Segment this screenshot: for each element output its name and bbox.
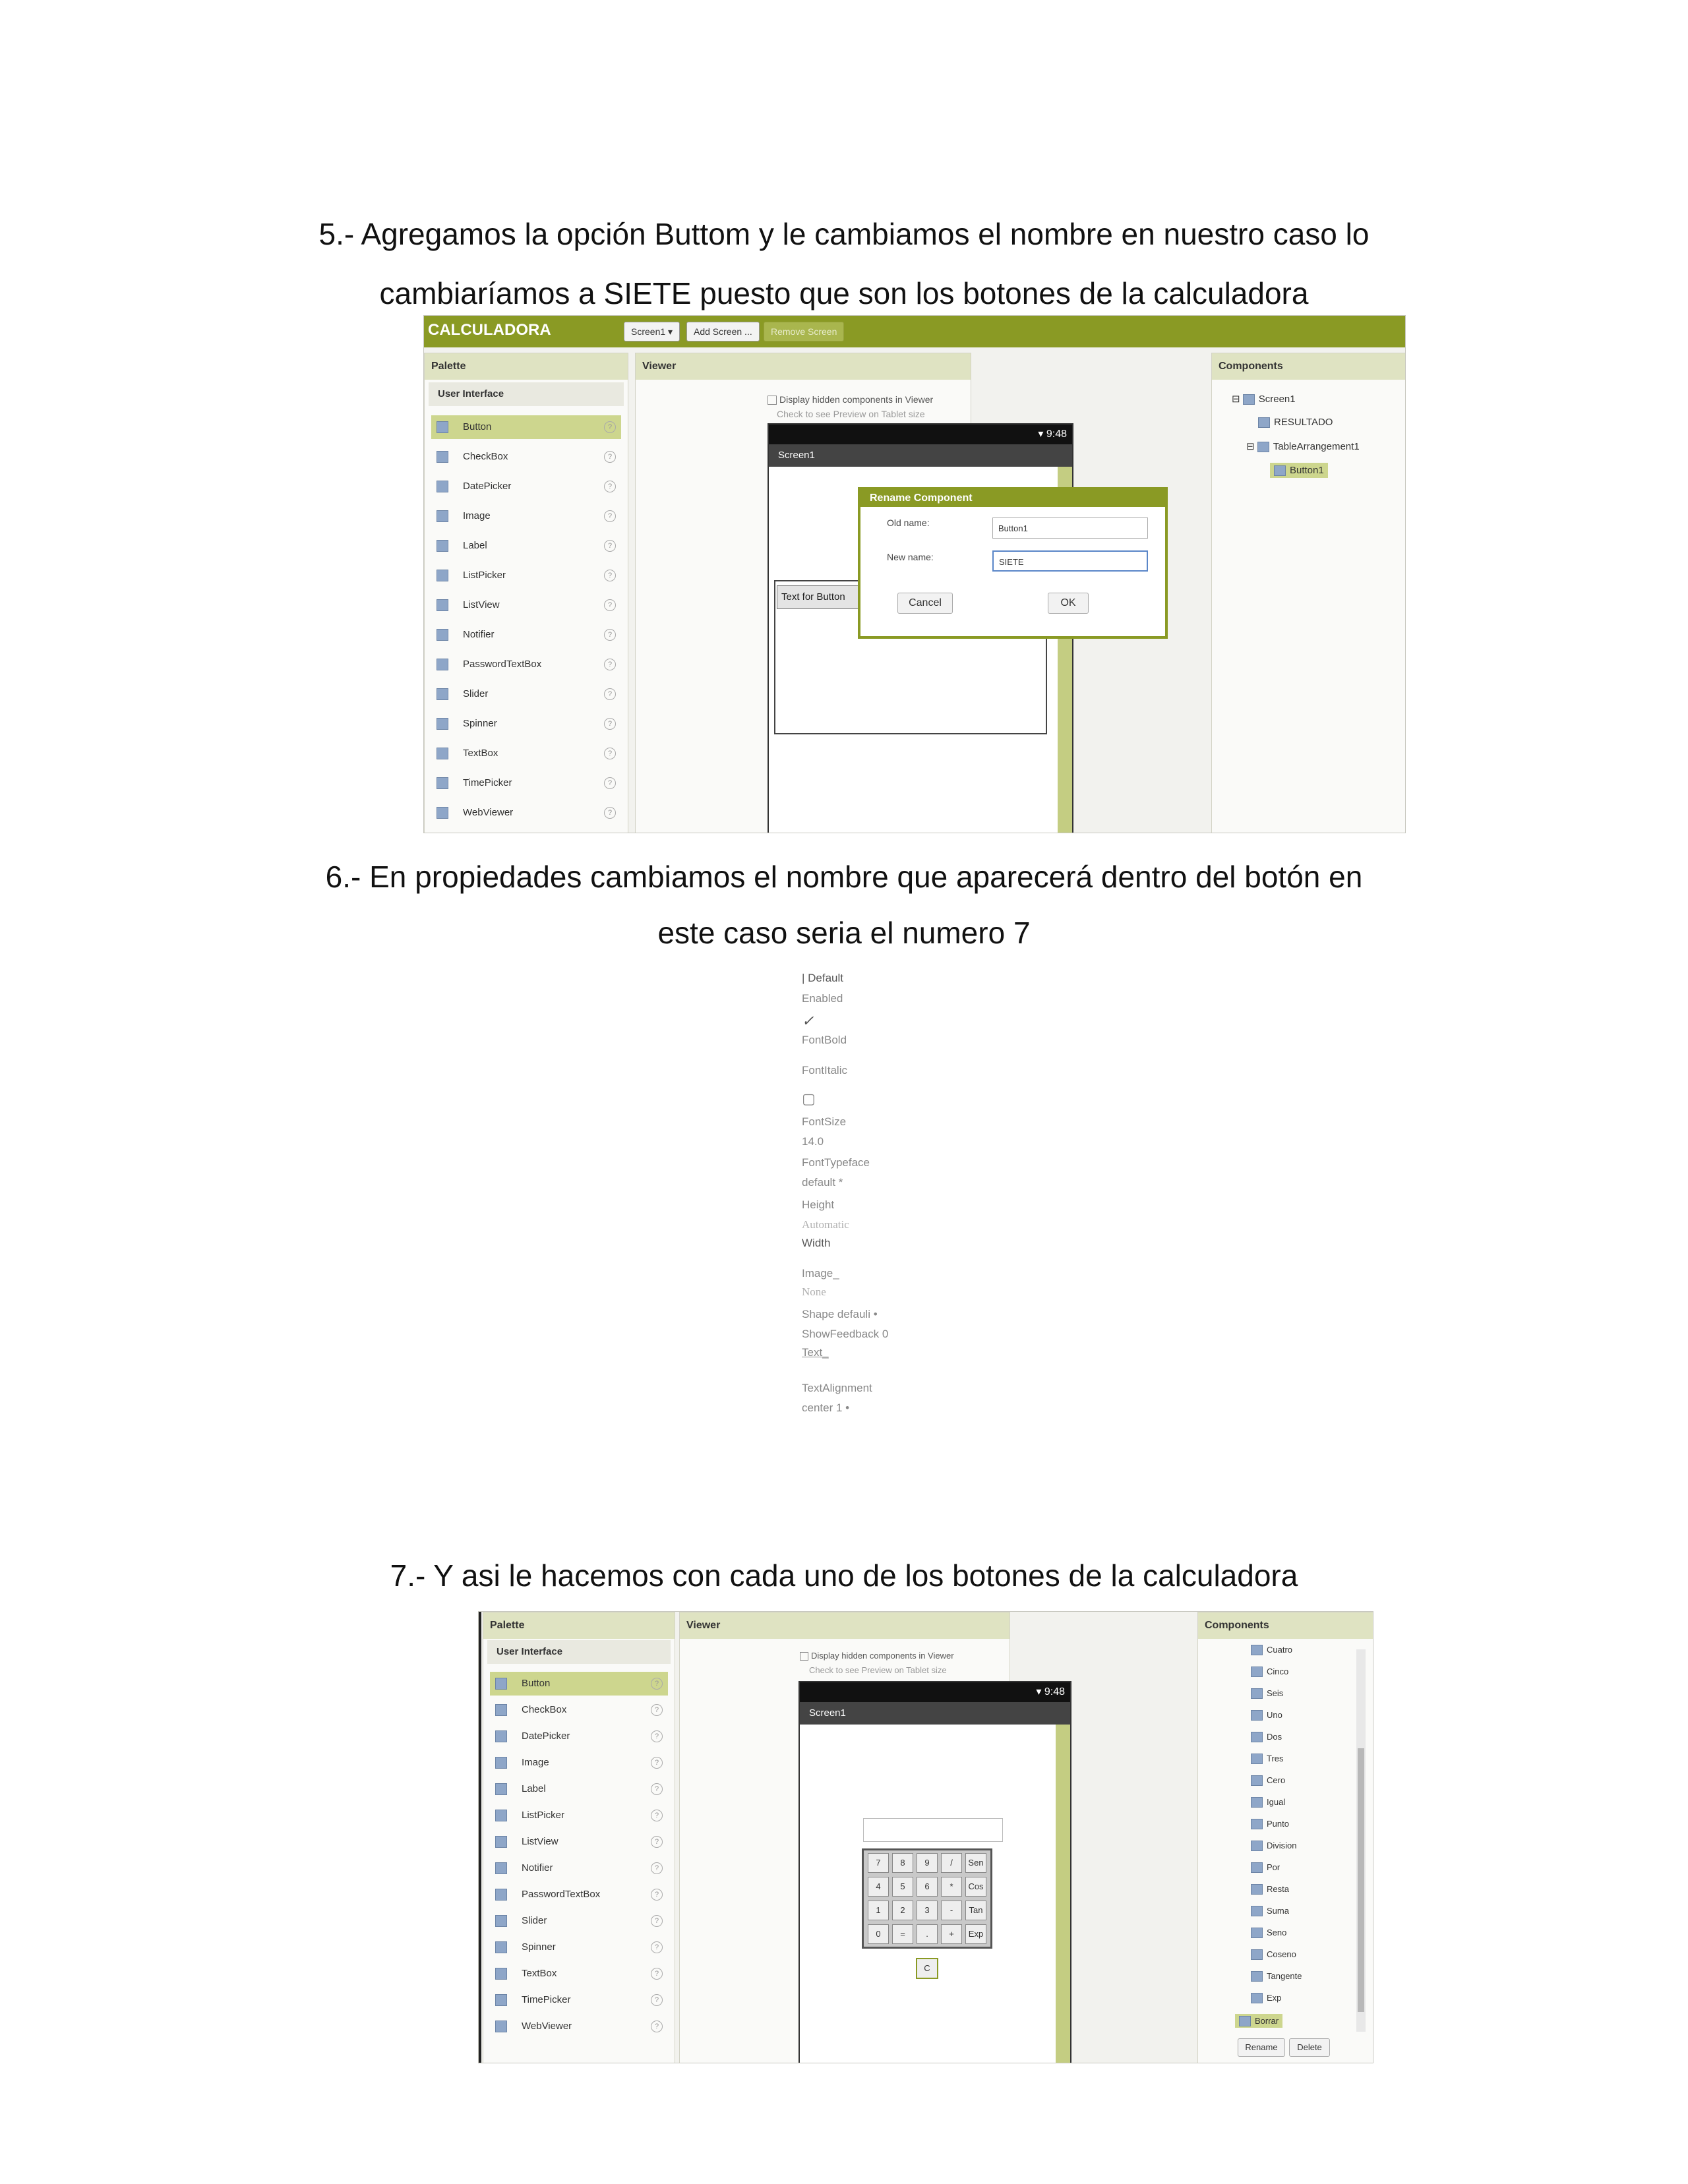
palette-item-label[interactable] — [490, 1777, 668, 1801]
help-icon[interactable]: ? — [604, 629, 616, 641]
components-title: Components — [1212, 353, 1406, 380]
textalignment-value[interactable]: center 1 • — [802, 1402, 850, 1414]
button-icon — [495, 1678, 507, 1690]
palette-item-label: DatePicker — [463, 481, 512, 492]
button-icon — [1251, 1928, 1263, 1938]
tree-label: Screen1 — [1258, 394, 1296, 405]
component-tree-item[interactable] — [1251, 1927, 1286, 1938]
fonttypeface-value[interactable]: default * — [802, 1176, 843, 1189]
step6-line1: 6.- En propiedades cambiamos el nombre que aparecerá dentro del botón en — [325, 860, 1363, 894]
passwordtextbox-icon — [437, 659, 448, 670]
help-icon[interactable]: ? — [651, 2021, 663, 2032]
screenshot-all-buttons — [478, 1611, 1373, 2063]
component-label: Seno — [1267, 1928, 1287, 1937]
ok-button[interactable]: OK — [1048, 593, 1089, 614]
button-icon — [1251, 1949, 1263, 1960]
phone-preview — [799, 1681, 1071, 2063]
timepicker-icon — [495, 1994, 507, 2006]
fontitalic-checkbox[interactable]: ▢ — [802, 1090, 816, 1107]
step6-line2: este caso seria el numero 7 — [657, 916, 1031, 950]
wifi-icon: ▾ — [1036, 1686, 1042, 1697]
textbox-icon — [437, 748, 448, 759]
step5-line2: cambiaríamos a SIETE puesto que son los botones de la calculadora — [379, 276, 1309, 310]
palette-item-webviewer[interactable] — [431, 801, 621, 825]
prop-fontbold: FontBold — [802, 1034, 847, 1046]
component-label: Tangente — [1267, 1971, 1302, 1981]
keypad-key[interactable]: = — [892, 1924, 913, 1944]
help-icon[interactable]: ? — [651, 1783, 663, 1795]
component-label: Punto — [1267, 1819, 1289, 1829]
help-icon[interactable]: ? — [651, 1994, 663, 2006]
keypad-key[interactable]: Cos — [965, 1877, 986, 1897]
help-icon[interactable]: ? — [651, 1889, 663, 1901]
checkbox-icon — [495, 1704, 507, 1716]
help-icon[interactable]: ? — [651, 1968, 663, 1980]
display-hidden-label: Display hidden components in Viewer — [811, 1651, 954, 1661]
component-tree-item[interactable] — [1251, 1775, 1285, 1786]
viewer-title: Viewer — [636, 353, 971, 380]
palette-item-label: CheckBox — [522, 1704, 567, 1715]
component-label: Coseno — [1267, 1949, 1296, 1959]
component-tree-item[interactable] — [1251, 1883, 1289, 1895]
keypad-key[interactable]: Exp — [965, 1924, 986, 1944]
palette-item-timepicker[interactable] — [490, 1988, 668, 2012]
webviewer-icon — [495, 2021, 507, 2032]
component-label: Por — [1267, 1862, 1281, 1872]
old-name-label: Old name: — [887, 517, 930, 528]
button-icon — [1251, 1841, 1263, 1851]
enabled-check-icon[interactable]: ✓ — [802, 1013, 814, 1029]
cancel-button[interactable]: Cancel — [897, 593, 953, 614]
phone-statusbar — [800, 1682, 1070, 1702]
component-tree-item[interactable] — [1251, 1796, 1285, 1808]
app-titlebar — [424, 316, 1405, 347]
image-icon — [437, 510, 448, 522]
palette-panel — [483, 1612, 675, 2063]
viewer-title: Viewer — [680, 1612, 1010, 1639]
height-value[interactable]: Automatic — [802, 1218, 849, 1231]
palette-item-slider[interactable] — [431, 682, 621, 706]
help-icon[interactable]: ? — [651, 1810, 663, 1821]
wifi-icon: ▾ — [1038, 428, 1044, 440]
component-tree-item[interactable] — [1251, 1970, 1302, 1982]
help-icon[interactable]: ? — [604, 748, 616, 759]
left-dark-edge — [479, 1612, 481, 2063]
button-icon — [1251, 1797, 1263, 1808]
check-preview-label[interactable]: Check to see Preview on Tablet size — [809, 1665, 947, 1675]
button-icon — [1239, 2016, 1251, 2026]
keypad-key[interactable]: 4 — [868, 1877, 889, 1897]
collapse-icon[interactable]: ⊟ — [1232, 394, 1243, 405]
keypad-key[interactable]: Tan — [965, 1901, 986, 1920]
palette-item-label: ListView — [463, 599, 500, 610]
palette-item-datepicker[interactable] — [431, 475, 621, 498]
passwordtextbox-icon — [495, 1889, 507, 1901]
prop-default: | Default — [802, 972, 844, 984]
palette-item-label: DatePicker — [522, 1730, 570, 1742]
palette-panel — [424, 353, 628, 833]
tree-label: Button1 — [1290, 465, 1324, 476]
palette-item-listpicker[interactable] — [490, 1804, 668, 1827]
checkbox-icon — [437, 451, 448, 463]
keypad-key[interactable]: / — [941, 1853, 962, 1873]
keypad-key[interactable]: 9 — [917, 1853, 938, 1873]
help-icon[interactable]: ? — [651, 1704, 663, 1716]
datepicker-icon — [495, 1730, 507, 1742]
components-panel — [1211, 353, 1406, 833]
prop-width: Width — [802, 1237, 831, 1249]
palette-item-label: WebViewer — [463, 807, 514, 818]
component-label: Cero — [1267, 1775, 1286, 1785]
collapse-icon[interactable]: ⊟ — [1246, 441, 1257, 452]
palette-item-label: Notifier — [463, 629, 495, 640]
component-tree-item[interactable] — [1251, 1666, 1288, 1677]
button-icon — [1251, 1993, 1263, 2003]
button-icon — [1251, 1732, 1263, 1742]
palette-item-button[interactable] — [490, 1672, 668, 1696]
component-tree-item[interactable] — [1251, 1709, 1282, 1721]
help-icon[interactable]: ? — [604, 421, 616, 433]
label-icon — [1258, 417, 1270, 428]
component-tree-item[interactable] — [1251, 1949, 1296, 1960]
slider-icon — [437, 688, 448, 700]
palette-item-label: CheckBox — [463, 451, 508, 462]
checkbox-icon — [768, 396, 777, 405]
notifier-icon — [437, 629, 448, 641]
component-label: Suma — [1267, 1906, 1289, 1916]
help-icon[interactable]: ? — [604, 807, 616, 819]
palette-item-image[interactable] — [490, 1751, 668, 1775]
palette-item-slider[interactable] — [490, 1909, 668, 1933]
components-title: Components — [1198, 1612, 1373, 1639]
palette-item-label: PasswordTextBox — [463, 659, 542, 670]
clear-key[interactable]: C — [916, 1958, 938, 1979]
palette-item-textbox[interactable] — [431, 742, 621, 765]
display-hidden-checkbox-label[interactable] — [800, 1651, 954, 1661]
keypad-key[interactable]: 7 — [868, 1853, 889, 1873]
label-icon — [437, 540, 448, 552]
help-icon[interactable]: ? — [651, 1836, 663, 1848]
component-tree-item[interactable] — [1251, 1753, 1284, 1764]
notifier-icon — [495, 1862, 507, 1874]
datepicker-icon — [437, 481, 448, 492]
prop-shape[interactable]: Shape defauli • — [802, 1308, 878, 1320]
listview-icon — [495, 1836, 507, 1848]
palette-item-label: TextBox — [463, 748, 498, 759]
button-icon — [1251, 1862, 1263, 1873]
component-tree-item[interactable] — [1251, 1992, 1281, 2003]
palette-item-timepicker[interactable] — [431, 771, 621, 795]
palette-item-button[interactable] — [431, 415, 621, 439]
prop-enabled: Enabled — [802, 992, 843, 1005]
palette-item-label: Label — [463, 540, 487, 551]
component-label: Tres — [1267, 1754, 1284, 1763]
spinner-icon — [495, 1941, 507, 1953]
keypad-key[interactable]: 0 — [868, 1924, 889, 1944]
palette-item-label: Label — [522, 1783, 546, 1794]
screen-title-bar: Screen1 — [769, 444, 1072, 467]
button-icon — [1251, 1906, 1263, 1916]
button-icon — [1251, 1645, 1263, 1655]
prop-height: Height — [802, 1198, 835, 1211]
add-screen-button[interactable]: Add Screen ... — [686, 322, 760, 341]
webviewer-icon — [437, 807, 448, 819]
timepicker-icon — [437, 777, 448, 789]
palette-item-image[interactable] — [431, 504, 621, 528]
tree-resultado[interactable] — [1258, 417, 1333, 428]
result-textbox[interactable] — [863, 1818, 1003, 1842]
keypad-key[interactable]: 2 — [892, 1901, 913, 1920]
display-hidden-checkbox-label[interactable] — [768, 394, 933, 405]
palette-title: Palette — [425, 353, 628, 380]
component-tree-item[interactable] — [1251, 1862, 1280, 1873]
palette-item-spinner[interactable] — [431, 712, 621, 736]
prop-fontitalic: FontItalic — [802, 1064, 847, 1077]
palette-item-textbox[interactable] — [490, 1962, 668, 1986]
palette-item-label: ListPicker — [522, 1810, 565, 1821]
button-icon — [1251, 1971, 1263, 1982]
component-tree-item[interactable] — [1251, 1905, 1289, 1916]
palette-item-label: WebViewer — [522, 2021, 572, 2032]
scroll-thumb[interactable] — [1358, 1748, 1364, 2012]
button-icon — [1251, 1688, 1263, 1699]
keypad-key[interactable]: + — [941, 1924, 962, 1944]
palette-section[interactable]: User Interface — [487, 1640, 671, 1664]
slider-icon — [495, 1915, 507, 1927]
palette-item-label: PasswordTextBox — [522, 1889, 601, 1900]
component-tree-item[interactable] — [1251, 1818, 1289, 1829]
component-label: Exp — [1267, 1993, 1282, 2003]
screen-title-bar: Screen1 — [800, 1702, 1070, 1725]
palette-item-passwordtextbox[interactable] — [490, 1883, 668, 1906]
phone-scrollbar[interactable] — [1056, 1725, 1070, 2063]
keypad-key[interactable]: 3 — [917, 1901, 938, 1920]
new-name-input[interactable]: SIETE — [992, 550, 1148, 572]
help-icon[interactable]: ? — [651, 1915, 663, 1927]
help-icon[interactable]: ? — [651, 1941, 663, 1953]
rename-dialog-title: Rename Component — [860, 490, 1165, 507]
palette-item-passwordtextbox[interactable] — [431, 653, 621, 676]
palette-item-label: ListView — [522, 1836, 558, 1847]
listpicker-icon — [495, 1810, 507, 1821]
help-icon[interactable]: ? — [604, 777, 616, 789]
display-hidden-label: Display hidden components in Viewer — [779, 394, 934, 405]
palette-item-label: TextBox — [522, 1968, 557, 1979]
component-scrollbar[interactable] — [1356, 1649, 1366, 2032]
step5-line1: 5.- Agregamos la opción Buttom y le cambiamos el nombre en nuestro caso lo — [318, 217, 1370, 251]
help-icon[interactable]: ? — [604, 688, 616, 700]
rename-dialog — [858, 487, 1168, 639]
keypad-key[interactable]: 5 — [892, 1877, 913, 1897]
palette-item-label: Image — [522, 1757, 549, 1768]
component-tree-item[interactable] — [1235, 2014, 1282, 2028]
palette-item-label: Spinner — [522, 1941, 556, 1953]
palette-item-label: Slider — [522, 1915, 547, 1926]
palette-item-label: Image — [463, 510, 491, 521]
component-label: Uno — [1267, 1710, 1282, 1720]
tree-tablearrangement[interactable] — [1246, 440, 1360, 452]
button-icon — [1251, 1710, 1263, 1721]
status-time: 9:48 — [1044, 1686, 1065, 1697]
component-label: Dos — [1267, 1732, 1282, 1742]
new-name-label: New name: — [887, 552, 934, 562]
component-tree-item[interactable] — [1251, 1644, 1292, 1655]
palette-item-checkbox[interactable] — [490, 1698, 668, 1722]
component-label: Resta — [1267, 1884, 1289, 1894]
palette-item-notifier[interactable] — [431, 623, 621, 647]
listview-icon — [437, 599, 448, 611]
help-icon[interactable]: ? — [604, 540, 616, 552]
keypad-key[interactable]: 1 — [868, 1901, 889, 1920]
help-icon[interactable]: ? — [604, 718, 616, 730]
palette-item-listview[interactable] — [490, 1830, 668, 1854]
old-name-input[interactable]: Button1 — [992, 517, 1148, 539]
button-icon — [1251, 1775, 1263, 1786]
check-preview-label[interactable]: Check to see Preview on Tablet size — [777, 409, 925, 419]
spinner-icon — [437, 718, 448, 730]
help-icon[interactable]: ? — [651, 1757, 663, 1769]
palette-section[interactable]: User Interface — [429, 382, 624, 406]
checkbox-icon — [800, 1652, 808, 1661]
tree-label: RESULTADO — [1274, 417, 1333, 428]
image-icon — [495, 1757, 507, 1769]
component-label: Division — [1267, 1841, 1297, 1850]
keypad-key[interactable]: * — [941, 1877, 962, 1897]
phone-statusbar — [769, 425, 1072, 444]
button-icon — [1274, 465, 1286, 476]
palette-item-spinner[interactable] — [490, 1935, 668, 1959]
component-label: Cuatro — [1267, 1645, 1293, 1655]
tree-label: TableArrangement1 — [1273, 441, 1360, 452]
button-icon — [437, 421, 448, 433]
screenshot-rename-component — [423, 315, 1406, 833]
help-icon[interactable]: ? — [651, 1678, 663, 1690]
keypad — [862, 1848, 992, 1949]
component-label: Seis — [1267, 1688, 1284, 1698]
palette-item-label[interactable] — [431, 534, 621, 558]
screen-icon — [1243, 394, 1255, 405]
keypad-key[interactable]: . — [917, 1924, 938, 1944]
help-icon[interactable]: ? — [651, 1730, 663, 1742]
rename-button[interactable]: Rename — [1238, 2038, 1285, 2057]
palette-item-label: TimePicker — [463, 777, 512, 788]
prop-showfeedback[interactable]: ShowFeedback 0 — [802, 1328, 889, 1340]
keypad-key[interactable]: 6 — [917, 1877, 938, 1897]
palette-title: Palette — [483, 1612, 675, 1639]
prop-image: Image_ — [802, 1267, 839, 1280]
screen-select-button[interactable]: Screen1 ▾ — [624, 322, 680, 341]
palette-item-label: ListPicker — [463, 570, 506, 581]
keypad-key[interactable]: - — [941, 1901, 962, 1920]
button-icon — [1251, 1667, 1263, 1677]
tree-screen1[interactable] — [1232, 393, 1296, 405]
app-title: CALCULADORA — [428, 321, 551, 339]
components-panel — [1197, 1612, 1373, 2063]
keypad-key[interactable]: Sen — [965, 1853, 986, 1873]
palette-item-label: Spinner — [463, 718, 497, 729]
palette-item-listview[interactable] — [431, 593, 621, 617]
help-icon[interactable]: ? — [604, 659, 616, 670]
component-tree-item[interactable] — [1251, 1688, 1283, 1699]
component-label: Borrar — [1255, 2016, 1279, 2026]
text-for-button[interactable]: Text for Button — [777, 585, 881, 609]
palette-item-label: Button — [522, 1678, 551, 1689]
prop-textalignment: TextAlignment — [802, 1382, 872, 1394]
palette-item-checkbox[interactable] — [431, 445, 621, 469]
help-icon[interactable]: ? — [651, 1862, 663, 1874]
keypad-key[interactable]: 8 — [892, 1853, 913, 1873]
palette-item-label: Notifier — [522, 1862, 553, 1874]
remove-screen-button[interactable]: Remove Screen — [764, 322, 844, 341]
textbox-icon — [495, 1968, 507, 1980]
table-icon — [1257, 442, 1269, 452]
button-icon — [1251, 1754, 1263, 1764]
step7-line1: 7.- Y asi le hacemos con cada uno de los botones de la calculadora — [390, 1558, 1298, 1593]
prop-text: Text_ — [802, 1346, 829, 1359]
button-icon — [1251, 1819, 1263, 1829]
help-icon[interactable]: ? — [604, 510, 616, 522]
fontsize-value[interactable]: 14.0 — [802, 1135, 824, 1148]
help-icon[interactable]: ? — [604, 451, 616, 463]
help-icon[interactable]: ? — [604, 481, 616, 492]
viewer-panel — [679, 1612, 1065, 2063]
prop-fonttypeface: FontTypeface — [802, 1156, 870, 1169]
status-time: 9:48 — [1046, 428, 1067, 440]
palette-item-listpicker[interactable] — [431, 564, 621, 587]
palette-item-notifier[interactable] — [490, 1856, 668, 1880]
prop-fontsize: FontSize — [802, 1115, 847, 1128]
palette-item-label: TimePicker — [522, 1994, 571, 2005]
image-value[interactable]: None — [802, 1285, 826, 1298]
component-tree-item[interactable] — [1251, 1731, 1282, 1742]
listpicker-icon — [437, 570, 448, 581]
help-icon[interactable]: ? — [604, 570, 616, 581]
label-icon — [495, 1783, 507, 1795]
button-icon — [1251, 1884, 1263, 1895]
component-label: Cinco — [1267, 1667, 1289, 1676]
delete-button[interactable]: Delete — [1289, 2038, 1330, 2057]
tree-button1[interactable] — [1270, 463, 1328, 478]
palette-item-datepicker[interactable] — [490, 1725, 668, 1748]
component-tree-item[interactable] — [1251, 1840, 1297, 1851]
palette-item-label: Slider — [463, 688, 489, 699]
palette-item-label: Button — [463, 421, 492, 432]
help-icon[interactable]: ? — [604, 599, 616, 611]
palette-item-webviewer[interactable] — [490, 2015, 668, 2038]
component-label: Igual — [1267, 1797, 1286, 1807]
